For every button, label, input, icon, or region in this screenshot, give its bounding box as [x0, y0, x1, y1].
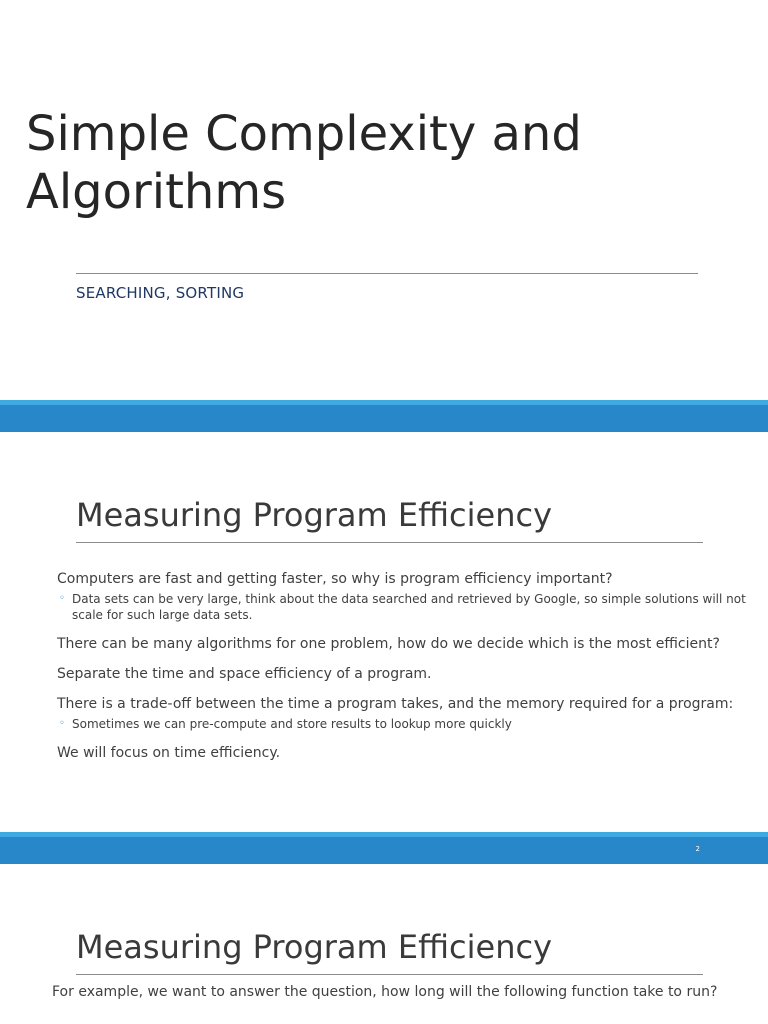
- slide-footer-band: [0, 832, 768, 864]
- bullet-list: [57, 570, 757, 765]
- sub-bullet-marker-icon: ◦: [59, 718, 65, 729]
- slide-title-divider: [76, 542, 703, 543]
- presentation-title: Simple Complexity and Algorithms: [26, 106, 582, 220]
- bullet-item: Computers are fast and getting faster, so why is program efficiency important?: [57, 571, 613, 587]
- efficiency-slide: [0, 432, 768, 832]
- title-divider: [76, 273, 698, 274]
- slide-title: Measuring Program Efficiency: [76, 496, 552, 534]
- bullet-item: Separate the time and space efficiency of a program.: [57, 666, 432, 682]
- page-number: 2: [695, 845, 700, 853]
- presentation-subtitle: SEARCHING, SORTING: [76, 284, 245, 302]
- bullet-item: There is a trade-off between the time a program takes, and the memory required for a program:: [57, 696, 734, 712]
- example-paragraph: For example, we want to answer the question, how long will the following function take to run?: [52, 984, 718, 1000]
- slide-title: Measuring Program Efficiency: [76, 928, 552, 966]
- slide-title-divider: [76, 974, 703, 975]
- footer-band-bar: [0, 837, 768, 864]
- sub-bullet-text: Data sets can be very large, think about the data searched and retrieved by Google, so simple solutions will not scale for such large data sets.: [72, 592, 746, 622]
- bullet-spacer: [57, 656, 757, 665]
- sub-bullet-item: [57, 716, 757, 732]
- sub-bullet-item: [57, 591, 757, 623]
- sub-bullet-text: Sometimes we can pre-compute and store results to lookup more quickly: [72, 717, 512, 731]
- title-slide: [0, 0, 768, 400]
- slide-footer-band: [0, 400, 768, 432]
- footer-band-bar: [0, 405, 768, 432]
- bullet-item: We will focus on time efficiency.: [57, 745, 281, 761]
- efficiency-example-slide: [0, 864, 768, 1024]
- sub-bullet-marker-icon: ◦: [59, 593, 65, 604]
- bullet-item: There can be many algorithms for one problem, how do we decide which is the most efficient?: [57, 636, 720, 652]
- bullet-spacer: [57, 686, 757, 695]
